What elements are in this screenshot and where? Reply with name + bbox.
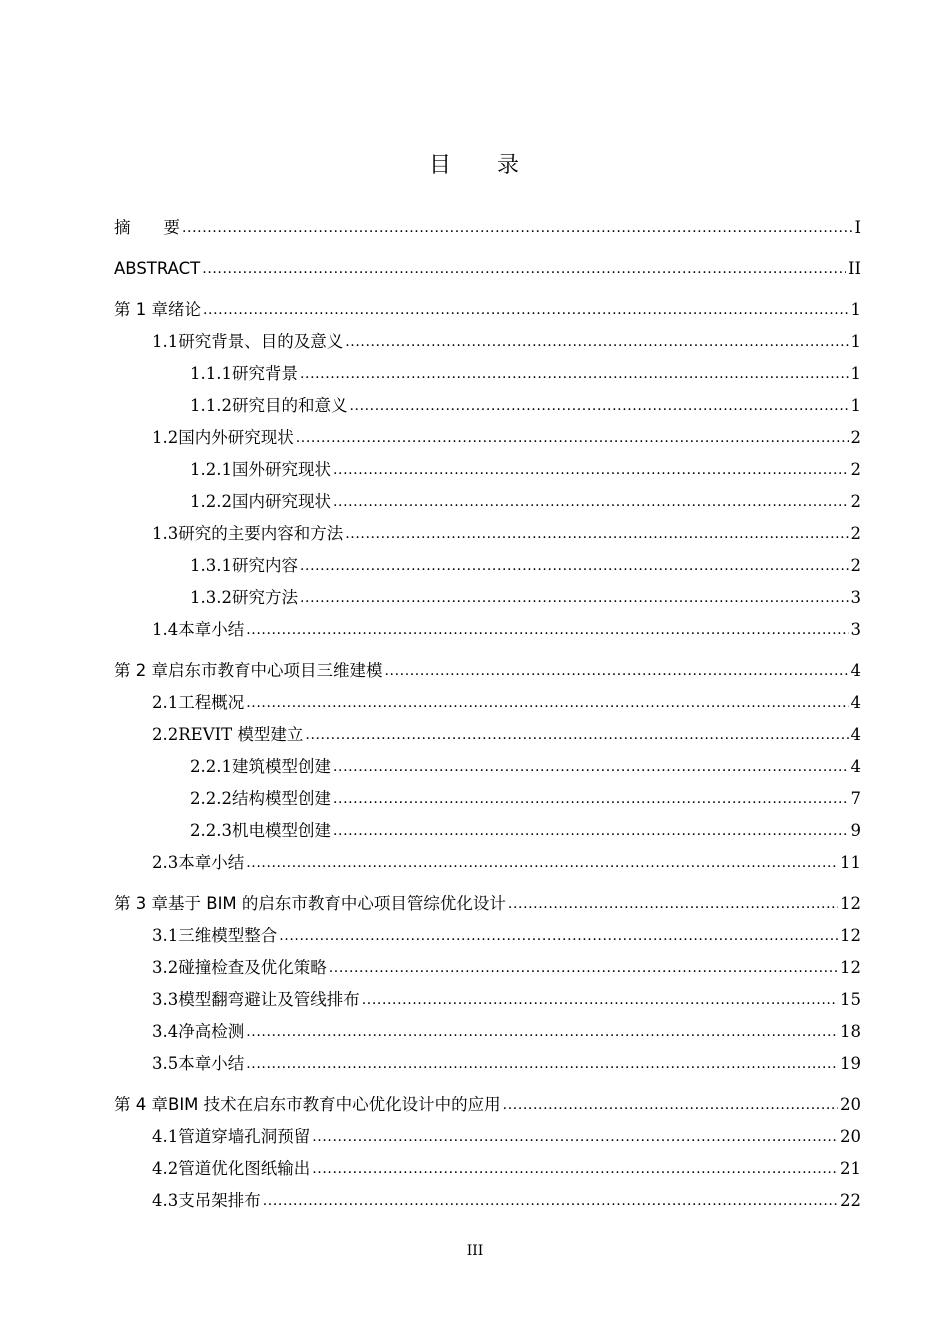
toc-entry-number: 1.2.2 bbox=[190, 492, 232, 511]
toc-leader-dots bbox=[385, 654, 849, 687]
toc-entry-page: 19 bbox=[840, 1054, 861, 1073]
toc-entry[interactable] bbox=[114, 294, 861, 326]
toc-entry[interactable] bbox=[114, 518, 861, 550]
toc-leader-dots bbox=[300, 549, 849, 582]
toc-entry-number: 第 3 章 bbox=[114, 894, 168, 913]
toc-entry-number: 1.1.1 bbox=[190, 364, 232, 383]
toc-entry-title: 研究背景、目的及意义 bbox=[178, 332, 344, 351]
toc-entry-title: 研究内容 bbox=[231, 556, 298, 575]
toc-entry-page: 12 bbox=[840, 894, 861, 913]
toc-entry[interactable] bbox=[114, 422, 861, 454]
toc-entry-page: 1 bbox=[850, 396, 861, 415]
toc-leader-dots bbox=[333, 453, 849, 486]
toc-leader-dots bbox=[508, 887, 838, 920]
toc-entry-page: 2 bbox=[850, 492, 861, 511]
toc-entry[interactable] bbox=[114, 719, 861, 751]
toc-entry-title: 管道穿墙孔洞预留 bbox=[178, 1127, 311, 1146]
toc-entry-number: 2.3 bbox=[152, 853, 179, 872]
toc-entry-number: 1.3.1 bbox=[190, 556, 232, 575]
toc-entry-page: 9 bbox=[850, 821, 861, 840]
toc-entry[interactable] bbox=[114, 984, 861, 1016]
toc-entry-title: 净高检测 bbox=[178, 1022, 245, 1041]
toc-entry-number: 1.3.2 bbox=[190, 588, 232, 607]
toc-leader-dots bbox=[203, 293, 849, 326]
toc-leader-dots bbox=[345, 517, 848, 550]
toc-entry-number: 3.5 bbox=[152, 1054, 179, 1073]
toc-entry-number: 第 4 章 bbox=[114, 1095, 168, 1114]
toc-entry-page: 20 bbox=[840, 1095, 861, 1114]
toc-entry-title: 管道优化图纸输出 bbox=[178, 1159, 311, 1178]
title-char-1: 目 bbox=[428, 153, 453, 178]
toc-entry-title: 本章小结 bbox=[178, 1054, 245, 1073]
toc-entry-page: II bbox=[847, 259, 861, 278]
toc-leader-dots bbox=[349, 389, 848, 422]
toc-entry[interactable] bbox=[114, 655, 861, 687]
toc-leader-dots bbox=[202, 252, 846, 285]
toc-leader-dots bbox=[333, 814, 849, 847]
toc-entry-page: 11 bbox=[840, 853, 861, 872]
toc-entry-page: 15 bbox=[840, 990, 861, 1009]
toc-leader-dots bbox=[246, 613, 848, 646]
toc-entry-number: 1.1.2 bbox=[190, 396, 232, 415]
toc-entry-page: 2 bbox=[850, 460, 861, 479]
toc-entry-page: 1 bbox=[850, 300, 861, 319]
toc-entry-number: 1.4 bbox=[152, 620, 179, 639]
toc-entry-page: 12 bbox=[840, 926, 861, 945]
table-of-contents bbox=[114, 212, 861, 1217]
toc-entry-title: 研究背景 bbox=[231, 364, 298, 383]
toc-leader-dots bbox=[300, 357, 849, 390]
toc-entry[interactable] bbox=[114, 550, 861, 582]
toc-leader-dots bbox=[503, 1088, 838, 1121]
toc-entry-page: 1 bbox=[850, 332, 861, 351]
toc-entry-number: 4.1 bbox=[152, 1127, 179, 1146]
toc-entry-page: 3 bbox=[850, 620, 861, 639]
toc-leader-dots bbox=[246, 1047, 838, 1080]
toc-entry-number: 第 1 章 bbox=[114, 300, 168, 319]
toc-leader-dots bbox=[333, 750, 849, 783]
toc-leader-dots bbox=[246, 686, 848, 719]
toc-entry-number: 摘 要 bbox=[114, 218, 180, 237]
toc-entry-title: 国外研究现状 bbox=[231, 460, 331, 479]
toc-entry-title: REVIT 模型建立 bbox=[178, 725, 304, 744]
toc-entry-title: 研究方法 bbox=[231, 588, 298, 607]
toc-entry-title: 本章小结 bbox=[178, 620, 245, 639]
toc-leader-dots bbox=[312, 1152, 838, 1185]
toc-leader-dots bbox=[345, 325, 848, 358]
toc-entry[interactable] bbox=[114, 1185, 861, 1217]
toc-leader-dots bbox=[333, 485, 849, 518]
toc-entry-title: ABSTRACT bbox=[114, 259, 201, 278]
toc-entry-number: 3.4 bbox=[152, 1022, 179, 1041]
toc-entry[interactable] bbox=[114, 687, 861, 719]
toc-entry[interactable] bbox=[114, 486, 861, 518]
toc-entry-page: 2 bbox=[850, 556, 861, 575]
toc-entry-number: 2.2 bbox=[152, 725, 179, 744]
page-title bbox=[0, 148, 950, 179]
toc-entry[interactable] bbox=[114, 815, 861, 847]
toc-entry-title: 基于 BIM 的启东市教育中心项目管综优化设计 bbox=[168, 894, 506, 913]
toc-entry[interactable] bbox=[114, 390, 861, 422]
toc-entry-title: 启东市教育中心项目三维建模 bbox=[168, 661, 383, 680]
toc-entry-number: 2.2.1 bbox=[190, 757, 232, 776]
toc-leader-dots bbox=[296, 421, 849, 454]
toc-entry-page: 3 bbox=[850, 588, 861, 607]
toc-entry[interactable] bbox=[114, 326, 861, 358]
toc-entry-page: 2 bbox=[850, 428, 861, 447]
toc-entry-number: 3.3 bbox=[152, 990, 179, 1009]
toc-entry-page: I bbox=[854, 218, 861, 237]
toc-entry[interactable] bbox=[114, 454, 861, 486]
toc-entry-page: 4 bbox=[850, 725, 861, 744]
toc-entry-page: 22 bbox=[840, 1191, 861, 1210]
toc-entry-title: BIM 技术在启东市教育中心优化设计中的应用 bbox=[168, 1095, 501, 1114]
toc-entry-page: 12 bbox=[840, 958, 861, 977]
toc-entry-page: 18 bbox=[840, 1022, 861, 1041]
toc-entry[interactable] bbox=[114, 847, 861, 879]
toc-entry-title: 研究的主要内容和方法 bbox=[178, 524, 344, 543]
toc-entry-page: 4 bbox=[850, 661, 861, 680]
toc-leader-dots bbox=[362, 983, 838, 1016]
toc-entry[interactable] bbox=[114, 1016, 861, 1048]
toc-entry-page: 20 bbox=[840, 1127, 861, 1146]
toc-entry-title: 模型翻弯避让及管线排布 bbox=[178, 990, 360, 1009]
toc-entry-page: 21 bbox=[840, 1159, 861, 1178]
toc-entry[interactable] bbox=[114, 614, 861, 646]
toc-entry[interactable] bbox=[114, 920, 861, 952]
toc-entry[interactable] bbox=[114, 1089, 861, 1121]
toc-entry-number: 1.1 bbox=[152, 332, 179, 351]
toc-entry[interactable] bbox=[114, 358, 861, 390]
title-char-2: 录 bbox=[497, 153, 522, 178]
toc-entry[interactable] bbox=[114, 253, 861, 285]
toc-entry-title: 碰撞检查及优化策略 bbox=[178, 958, 327, 977]
toc-entry-number: 2.1 bbox=[152, 693, 179, 712]
toc-entry-page: 7 bbox=[850, 789, 861, 808]
toc-entry[interactable] bbox=[114, 582, 861, 614]
toc-entry-number: 1.3 bbox=[152, 524, 179, 543]
toc-entry-title: 国内外研究现状 bbox=[178, 428, 294, 447]
toc-entry-number: 4.3 bbox=[152, 1191, 179, 1210]
toc-entry-page: 4 bbox=[850, 757, 861, 776]
toc-entry-number: 第 2 章 bbox=[114, 661, 168, 680]
toc-leader-dots bbox=[279, 919, 838, 952]
toc-entry[interactable] bbox=[114, 1048, 861, 1080]
toc-entry-title: 结构模型创建 bbox=[231, 789, 331, 808]
toc-entry-title: 建筑模型创建 bbox=[231, 757, 331, 776]
toc-entry-number: 1.2.1 bbox=[190, 460, 232, 479]
toc-entry[interactable] bbox=[114, 1153, 861, 1185]
toc-entry-title: 国内研究现状 bbox=[231, 492, 331, 511]
toc-leader-dots bbox=[312, 1120, 838, 1153]
toc-leader-dots bbox=[333, 782, 849, 815]
toc-entry-title: 支吊架排布 bbox=[178, 1191, 261, 1210]
toc-entry-title: 三维模型整合 bbox=[178, 926, 278, 945]
toc-entry-title: 绪论 bbox=[168, 300, 201, 319]
toc-leader-dots bbox=[305, 718, 848, 751]
toc-leader-dots bbox=[246, 1015, 838, 1048]
toc-leader-dots bbox=[263, 1184, 838, 1217]
toc-entry-number: 2.2.3 bbox=[190, 821, 232, 840]
toc-leader-dots bbox=[182, 211, 852, 244]
toc-entry-page: 1 bbox=[850, 364, 861, 383]
toc-entry-title: 研究目的和意义 bbox=[231, 396, 348, 415]
toc-entry-title: 工程概况 bbox=[178, 693, 245, 712]
toc-entry-page: 2 bbox=[850, 524, 861, 543]
toc-entry-number: 3.2 bbox=[152, 958, 179, 977]
toc-entry-number: 2.2.2 bbox=[190, 789, 232, 808]
toc-entry[interactable] bbox=[114, 952, 861, 984]
toc-leader-dots bbox=[300, 581, 849, 614]
toc-entry[interactable] bbox=[114, 212, 861, 244]
toc-entry[interactable] bbox=[114, 751, 861, 783]
toc-entry-number: 3.1 bbox=[152, 926, 179, 945]
toc-entry-page: 4 bbox=[850, 693, 861, 712]
toc-entry[interactable] bbox=[114, 888, 861, 920]
toc-leader-dots bbox=[246, 846, 838, 879]
toc-entry-number: 4.2 bbox=[152, 1159, 179, 1178]
toc-entry-title: 本章小结 bbox=[178, 853, 245, 872]
footer-page-number: III bbox=[466, 1243, 484, 1259]
toc-leader-dots bbox=[329, 951, 838, 984]
toc-entry-number: 1.2 bbox=[152, 428, 179, 447]
toc-entry-title: 机电模型创建 bbox=[231, 821, 331, 840]
toc-entry[interactable] bbox=[114, 1121, 861, 1153]
toc-entry[interactable] bbox=[114, 783, 861, 815]
